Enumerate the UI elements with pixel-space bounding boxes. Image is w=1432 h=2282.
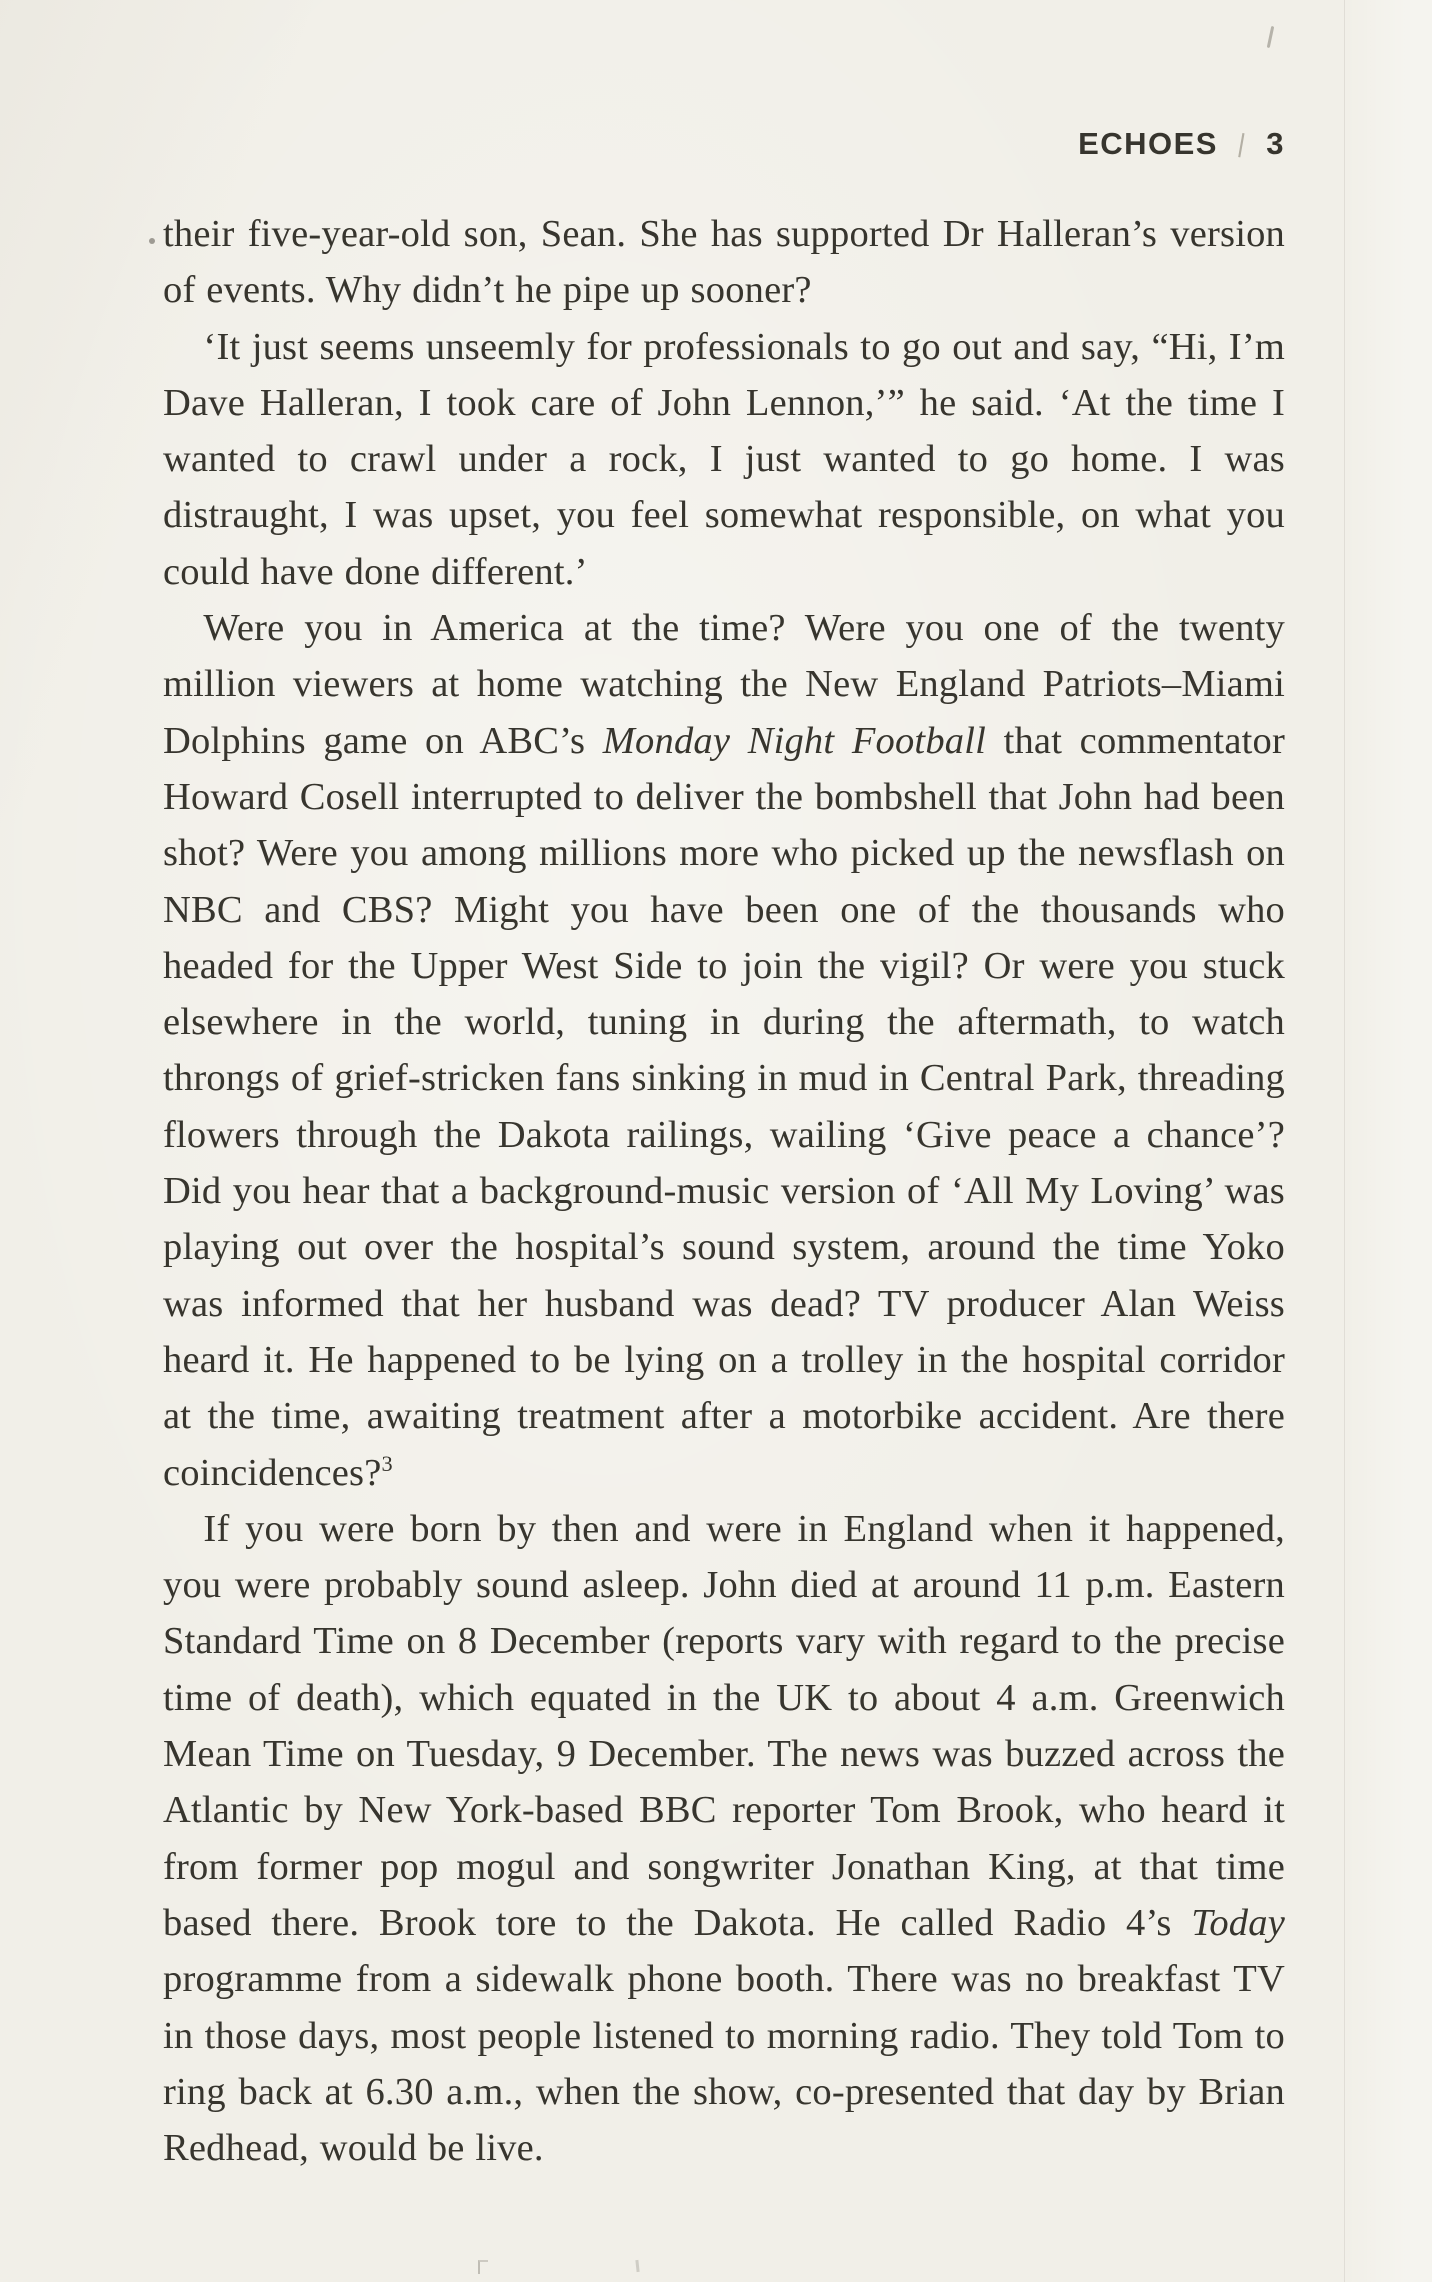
header-separator: |	[1235, 127, 1250, 159]
scan-artifact	[635, 2260, 639, 2272]
paragraph	[163, 600, 1285, 1501]
paragraph	[163, 1501, 1285, 2177]
scan-artifact	[149, 238, 155, 244]
italic-text: Monday Night Football	[602, 719, 987, 762]
paragraph	[163, 206, 1285, 319]
text-segment: their five-year-old son, Sean. She has supported Dr Halleran’s version of events. Why didn’t he pipe up sooner?	[163, 213, 1285, 312]
scan-artifact	[1267, 26, 1275, 48]
text-segment: that commentator Howard Cosell interrupted to deliver the bombshell that John had been shot? Were you among millions more who picked up the newsflash on NBC and CBS? Might you have been one of the thousands who headed for the Upper West Side to join the vigil? Or were you stuck elsewhere in the world, tuning in during the aftermath, to watch throngs of grief-stricken fans sinking in mud in Central Park, threading flowers through the Dakota railings, wailing ‘Give peace a chance’? Did you hear that a background-music version of ‘All My Loving’ was playing out over the hospital’s sound system, around the time Yoko was informed that her husband was dead? TV producer Alan Weiss heard it. He happened to be lying on a trolley in the hospital corridor at the time, awaiting treatment after a motorbike accident. Are there coincidences?	[163, 719, 1285, 1494]
footnote-reference: 3	[381, 1450, 393, 1476]
text-segment: If you were born by then and were in England when it happened, you were probably sound asleep. John died at around 11 p.m. Eastern Standard Time on 8 December (reports vary with regard to the precise time of death), which equated in the UK to about 4 a.m. Greenwich Mean Time on Tuesday, 9 December. The news was buzzed across the Atlantic by New York-based BBC reporter Tom Brook, who heard it from former pop mogul and songwriter Jonathan King, at that time based there. Brook tore to the Dakota. He called Radio 4’s	[163, 1507, 1285, 1944]
scan-artifact	[478, 2260, 488, 2274]
italic-text: Today	[1191, 1901, 1285, 1944]
text-segment: programme from a sidewalk phone booth. There was no breakfast TV in those days, most people listened to morning radio. They told Tom to ring back at 6.30 a.m., when the show, co-presented that day by Brian Redhead, would be live.	[163, 1958, 1285, 2170]
scan-page-edge	[1344, 0, 1432, 2282]
text-segment: ‘It just seems unseemly for professionals to go out and say, “Hi, I’m Dave Halleran, I took care of John Lennon,’” he said. ‘At the time I wanted to crawl under a rock, I just wanted to go home. I was distraught, I was upset, you feel somewhat responsible, on what you could have done different.’	[163, 325, 1285, 593]
body-text	[163, 206, 1285, 2176]
running-head-book-title: ECHOES	[1078, 126, 1218, 161]
page-number: 3	[1266, 126, 1285, 161]
paragraph	[163, 319, 1285, 600]
text-segment: Were you in America at the time? Were you one of the twenty million viewers at home watching the New England Patriots–Miami Dolphins game on ABC’s	[163, 607, 1285, 762]
running-header	[1078, 126, 1285, 162]
